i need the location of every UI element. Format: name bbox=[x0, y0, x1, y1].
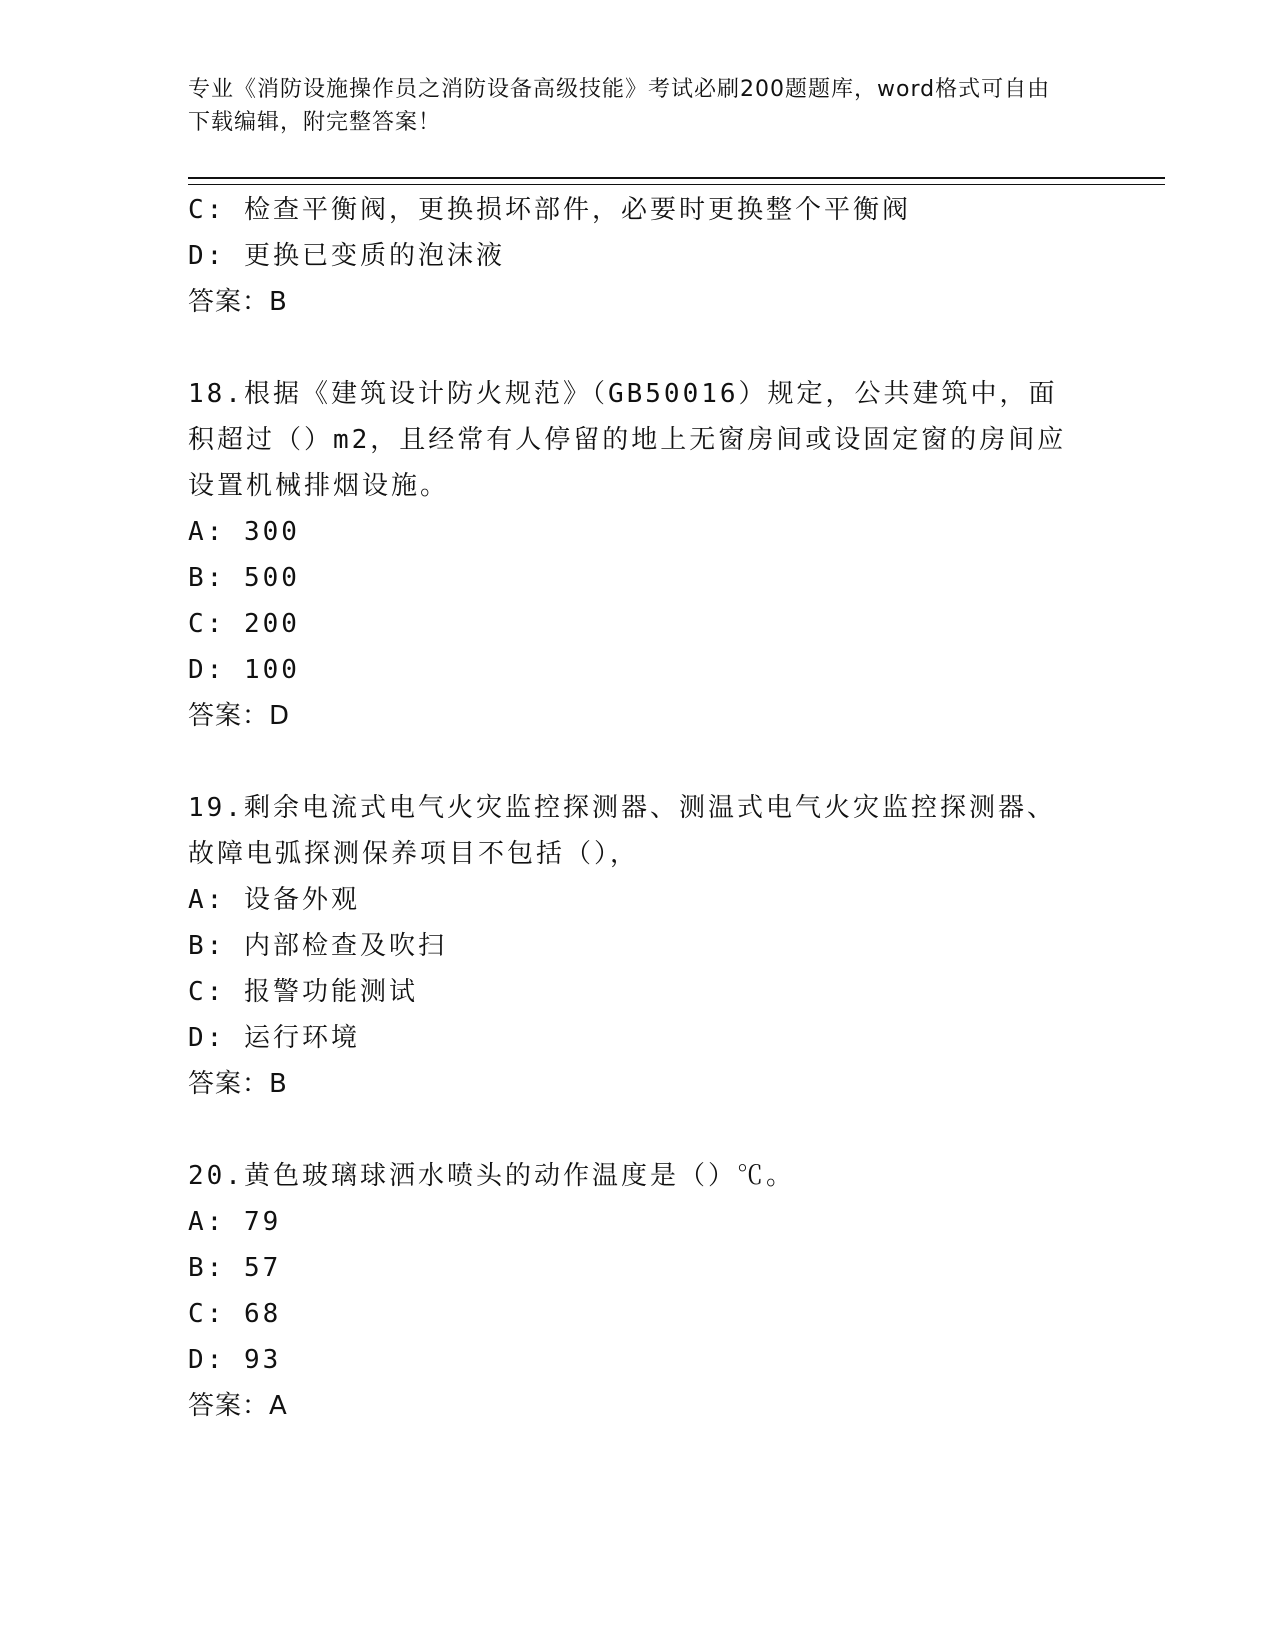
option-d: D: 更换已变质的泡沫液 bbox=[188, 241, 505, 271]
answer-line: 答案：D bbox=[188, 701, 291, 731]
option-c: C: 200 bbox=[188, 609, 300, 639]
option-a: A: 300 bbox=[188, 517, 300, 547]
option-d: D: 100 bbox=[188, 655, 300, 685]
option-c: C: 68 bbox=[188, 1299, 282, 1329]
spacer bbox=[188, 739, 1088, 785]
option-b: B: 500 bbox=[188, 563, 300, 593]
header-divider-thick bbox=[188, 177, 1165, 179]
question-stem: 18.根据《建筑设计防火规范》（GB50016）规定，公共建筑中，面积超过（）m2，且经常有人停留的地上无窗房间或设固定窗的房间应设置机械排烟设施。 bbox=[188, 379, 1067, 501]
option-d: D: 运行环境 bbox=[188, 1023, 360, 1053]
question-stem: 20.黄色玻璃球洒水喷头的动作温度是（）℃。 bbox=[188, 1161, 795, 1191]
question-stem: 19.剩余电流式电气火灾监控探测器、测温式电气火灾监控探测器、故障电弧探测保养项目不包括（）， bbox=[188, 793, 1056, 869]
option-a: A: 设备外观 bbox=[188, 885, 360, 915]
option-c: C: 报警功能测试 bbox=[188, 977, 418, 1007]
question-list bbox=[188, 187, 1088, 1429]
question-18 bbox=[188, 371, 1088, 739]
document-header: 专业《消防设施操作员之消防设备高级技能》考试必刷200题题库，word格式可自由下载编辑，附完整答案！ bbox=[188, 77, 1051, 135]
spacer bbox=[188, 325, 1088, 371]
answer-line: 答案：B bbox=[188, 1069, 288, 1099]
option-c: C: 检查平衡阀，更换损坏部件，必要时更换整个平衡阀 bbox=[188, 195, 911, 225]
answer-line: 答案：A bbox=[188, 1391, 288, 1421]
answer-line: 答案：B bbox=[188, 287, 288, 317]
option-a: A: 79 bbox=[188, 1207, 282, 1237]
question-19 bbox=[188, 785, 1088, 1107]
option-b: B: 内部检查及吹扫 bbox=[188, 931, 447, 961]
header-divider-thin bbox=[188, 184, 1165, 185]
option-b: B: 57 bbox=[188, 1253, 282, 1283]
question-20 bbox=[188, 1153, 1088, 1429]
option-d: D: 93 bbox=[188, 1345, 282, 1375]
spacer bbox=[188, 1107, 1088, 1153]
question-17-continued bbox=[188, 187, 1088, 325]
